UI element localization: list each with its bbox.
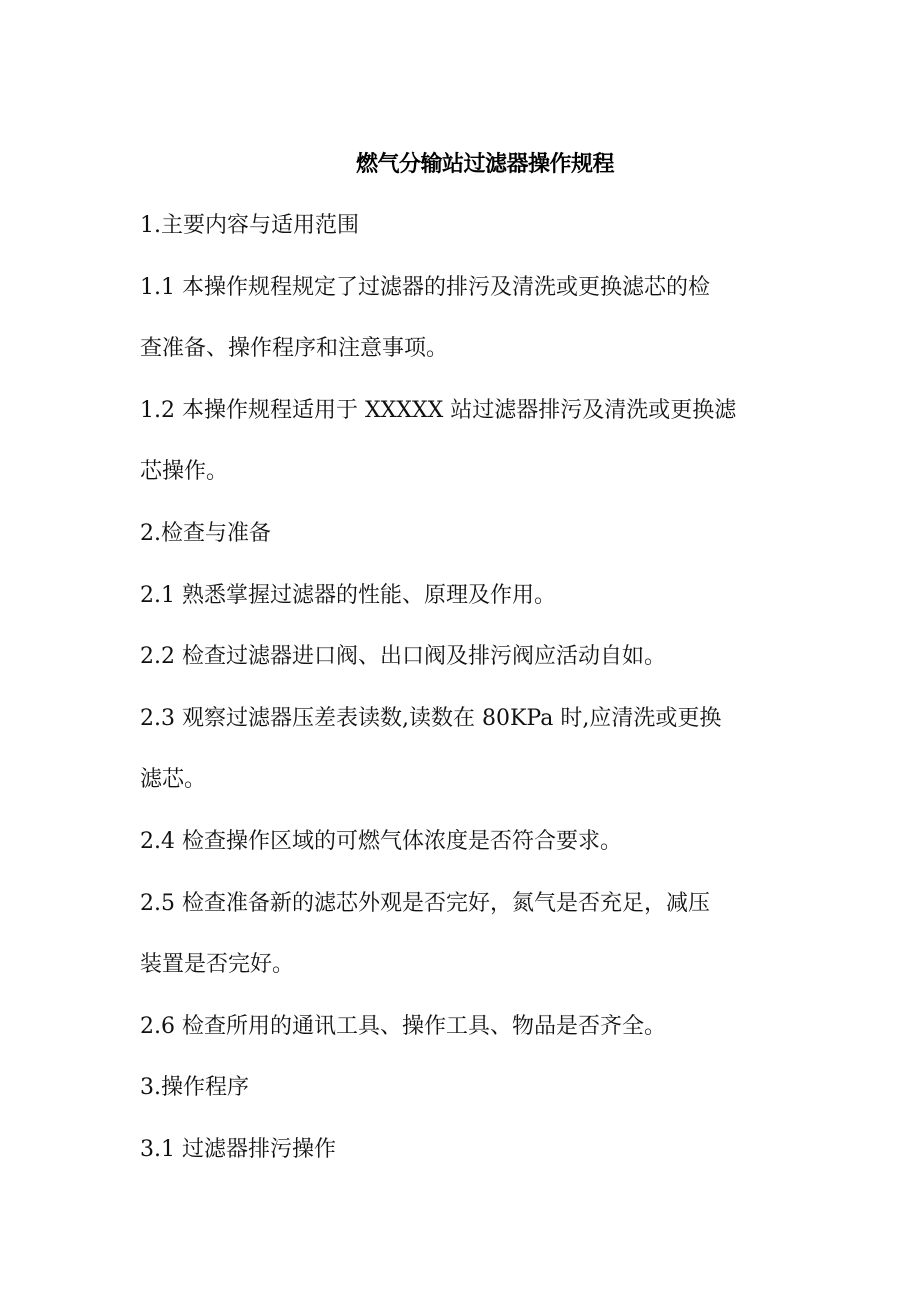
section-heading-2: 2.检查与准备 bbox=[140, 520, 271, 546]
paragraph-2-5-line-1: 2.5 检查准备新的滤芯外观是否完好，氮气是否充足，减压 bbox=[140, 890, 710, 916]
paragraph-1-2-line-1: 1.2 本操作规程适用于 XXXXX 站过滤器排污及清洗或更换滤 bbox=[140, 397, 737, 423]
paragraph-2-3-line-2: 滤芯。 bbox=[140, 767, 207, 793]
paragraph-3-1: 3.1 过滤器排污操作 bbox=[140, 1136, 336, 1162]
paragraph-2-3-line-1: 2.3 观察过滤器压差表读数,读数在 80KPa 时,应清洗或更换 bbox=[140, 705, 722, 731]
document-body bbox=[140, 207, 785, 1193]
paragraph-1-1-line-1: 1.1 本操作规程规定了过滤器的排污及清洗或更换滤芯的检 bbox=[140, 274, 710, 300]
paragraph-2-2: 2.2 检查过滤器进口阀、出口阀及排污阀应活动自如。 bbox=[140, 644, 666, 670]
document-title: 燃气分输站过滤器操作规程 bbox=[355, 152, 614, 177]
paragraph-2-5-line-2: 装置是否完好。 bbox=[140, 952, 295, 978]
paragraph-1-2-line-2: 芯操作。 bbox=[140, 459, 229, 485]
paragraph-2-6: 2.6 检查所用的通讯工具、操作工具、物品是否齐全。 bbox=[140, 1013, 666, 1039]
paragraph-2-4: 2.4 检查操作区域的可燃气体浓度是否符合要求。 bbox=[140, 828, 622, 854]
paragraph-1-1-line-2: 查准备、操作程序和注意事项。 bbox=[140, 336, 449, 362]
paragraph-2-1: 2.1 熟悉掌握过滤器的性能、原理及作用。 bbox=[140, 582, 556, 608]
section-heading-3: 3.操作程序 bbox=[140, 1075, 249, 1101]
section-heading-1: 1.主要内容与适用范围 bbox=[140, 213, 359, 238]
